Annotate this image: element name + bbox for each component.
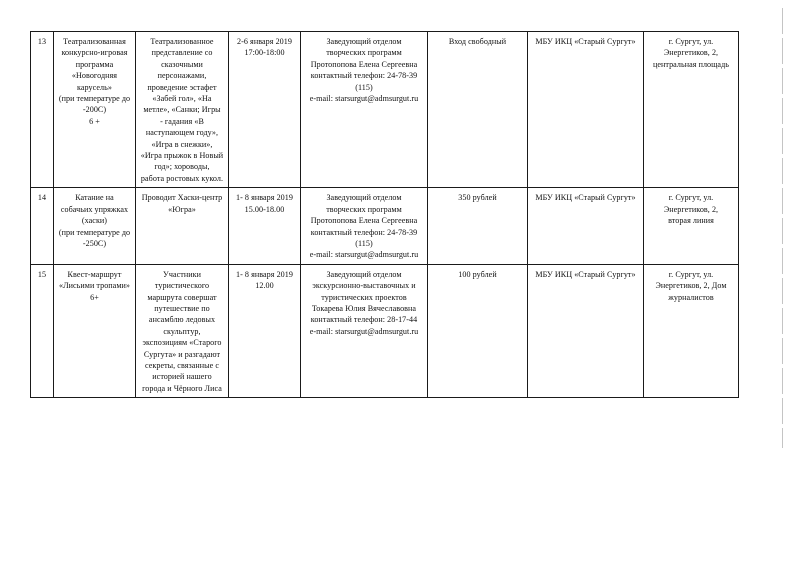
cell-text-line: творческих программ: [326, 204, 402, 214]
cell-text-line: Токарева Юлия Вячеславовна: [311, 303, 417, 313]
cell-venue: [644, 188, 739, 264]
cell-text-line: программа: [75, 59, 114, 69]
cell-event-description: [136, 188, 229, 264]
cell-text-line: Заведующий отделом: [326, 37, 402, 46]
cell-text-line: - гадания «В: [160, 116, 204, 126]
cell-text-line: Сургута» и разгадают: [143, 349, 221, 359]
cell-text-line: Катание на: [75, 193, 114, 203]
cell-venue: [644, 264, 739, 397]
cell-text-line: «Забей гол», «На: [152, 94, 212, 104]
cell-text-line: центральная площадь: [652, 59, 729, 69]
cell-text-line: города и Чёрного Лиса: [142, 383, 222, 393]
cell-row-number: 14: [31, 188, 54, 264]
cell-text-line: 17:00-18:00: [244, 48, 285, 58]
cell-text-line: маршрута совершат: [147, 292, 217, 302]
cell-text-line: журналистов: [668, 292, 714, 302]
cell-text-line: контактный телефон: 28-17-44: [310, 315, 418, 325]
cell-event-date: [229, 188, 301, 264]
cell-text-line: Энергетиков, 2,: [663, 48, 719, 58]
cell-text-line: «Игра в снежки»,: [151, 139, 213, 149]
cell-text-line: Заведующий отделом: [326, 193, 402, 203]
cell-text-line: работа ростовых кукол.: [140, 173, 224, 183]
cell-event-date: [229, 264, 301, 397]
cell-text-line: Театрализованное: [150, 37, 214, 46]
cell-text-line: Квест-маршрут: [67, 269, 122, 279]
cell-text-line: скульптур,: [163, 326, 201, 336]
cell-text-line: туристических проектов: [321, 292, 407, 302]
cell-text-line: 6 +: [89, 116, 100, 126]
cell-text-line: экспозициям «Старого: [142, 338, 222, 348]
cell-text-line: Протопопова Елена Сергеевна: [310, 59, 418, 69]
cell-row-number: 13: [31, 32, 54, 188]
cell-text-line: карусель»: [77, 82, 112, 92]
cell-text-line: -200С): [82, 105, 107, 115]
cell-responsible-person: [301, 264, 428, 397]
cell-text-line: 15.00-18.00: [244, 204, 285, 214]
cell-text-line: секреты, связанные с: [144, 360, 219, 370]
cell-price: 350 рублей: [428, 188, 528, 264]
cell-text-line: ансамблю ледовых: [148, 315, 216, 325]
cell-text-line: конкурсно-игровая: [61, 48, 128, 58]
cell-text-line: наступающем году»,: [145, 128, 219, 138]
cell-price: Вход свободный: [428, 32, 528, 188]
cell-text-line: год»; хороводы,: [154, 162, 210, 172]
cell-text-line: 1- 8 января 2019: [236, 269, 293, 279]
cell-event-description: [136, 264, 229, 397]
cell-organization: МБУ ИКЦ «Старый Сургут»: [528, 32, 644, 188]
scan-artifact-line: [782, 8, 783, 448]
cell-text-line: г. Сургут, ул.: [668, 269, 714, 279]
cell-text-line: экскурсионно-выставочных и: [312, 281, 416, 291]
cell-text-line: (при температуре до: [58, 227, 131, 237]
table-row: [31, 264, 739, 397]
cell-text-line: Заведующий отделом: [326, 269, 402, 279]
cell-text-line: -250С): [82, 238, 107, 248]
cell-text-line: Энергетиков, 2, Дом: [655, 281, 727, 291]
cell-text-line: вторая линия: [668, 216, 714, 226]
cell-event-description: [136, 32, 229, 188]
cell-responsible-person: [301, 188, 428, 264]
cell-text-line: г. Сургут, ул.: [668, 193, 714, 203]
cell-text-line: Протопопова Елена Сергеевна: [310, 216, 418, 226]
cell-text-line: e-mail: starsurgut@admsurgut.ru: [309, 94, 419, 104]
cell-event-name: [54, 32, 136, 188]
cell-text-line: творческих программ: [326, 48, 402, 58]
cell-text-line: г. Сургут, ул.: [668, 37, 714, 46]
cell-text-line: (115): [355, 82, 373, 92]
cell-event-name: [54, 188, 136, 264]
cell-venue: [644, 32, 739, 188]
cell-text-line: историей нашего: [152, 372, 212, 382]
cell-text-line: 2-6 января 2019: [237, 37, 292, 46]
cell-text-line: e-mail: starsurgut@admsurgut.ru: [309, 250, 419, 260]
cell-text-line: собачьих упряжках: [60, 204, 129, 214]
cell-text-line: 12.00: [255, 281, 274, 291]
cell-text-line: «Игра прыжок в Новый: [140, 151, 224, 161]
table-row: [31, 32, 739, 188]
cell-text-line: (хаски): [81, 216, 108, 226]
cell-text-line: Проводит Хаски-центр: [141, 193, 223, 203]
cell-responsible-person: [301, 32, 428, 188]
cell-price: 100 рублей: [428, 264, 528, 397]
cell-row-number: 15: [31, 264, 54, 397]
cell-text-line: (115): [355, 238, 373, 248]
cell-text-line: персонажами,: [157, 71, 207, 81]
cell-text-line: Участники: [163, 269, 201, 279]
cell-text-line: Энергетиков, 2,: [663, 204, 719, 214]
cell-text-line: 1- 8 января 2019: [236, 193, 293, 203]
cell-text-line: представление со: [151, 48, 213, 58]
cell-text-line: «Лисьими тропами»: [59, 281, 130, 291]
events-schedule-table: [30, 31, 739, 398]
cell-text-line: путешествие по: [154, 303, 210, 313]
cell-event-name: [54, 264, 136, 397]
table-row: [31, 188, 739, 264]
cell-text-line: контактный телефон: 24-78-39: [310, 227, 418, 237]
cell-text-line: проведение эстафет: [147, 82, 217, 92]
cell-text-line: (при температуре до: [58, 94, 131, 104]
cell-text-line: туристического: [154, 281, 210, 291]
table-body: [31, 32, 739, 398]
cell-text-line: контактный телефон: 24-78-39: [310, 71, 418, 81]
cell-text-line: 6+: [90, 292, 99, 302]
cell-text-line: «Новогодняя: [71, 71, 118, 81]
cell-organization: МБУ ИКЦ «Старый Сургут»: [528, 188, 644, 264]
cell-text-line: метле», «Санки; Игры: [143, 105, 221, 115]
cell-organization: МБУ ИКЦ «Старый Сургут»: [528, 264, 644, 397]
cell-text-line: Театрализованная: [63, 37, 126, 46]
cell-text-line: e-mail: starsurgut@admsurgut.ru: [309, 326, 419, 336]
cell-event-date: [229, 32, 301, 188]
cell-text-line: сказочными: [161, 59, 203, 69]
cell-text-line: «Югра»: [168, 204, 196, 214]
